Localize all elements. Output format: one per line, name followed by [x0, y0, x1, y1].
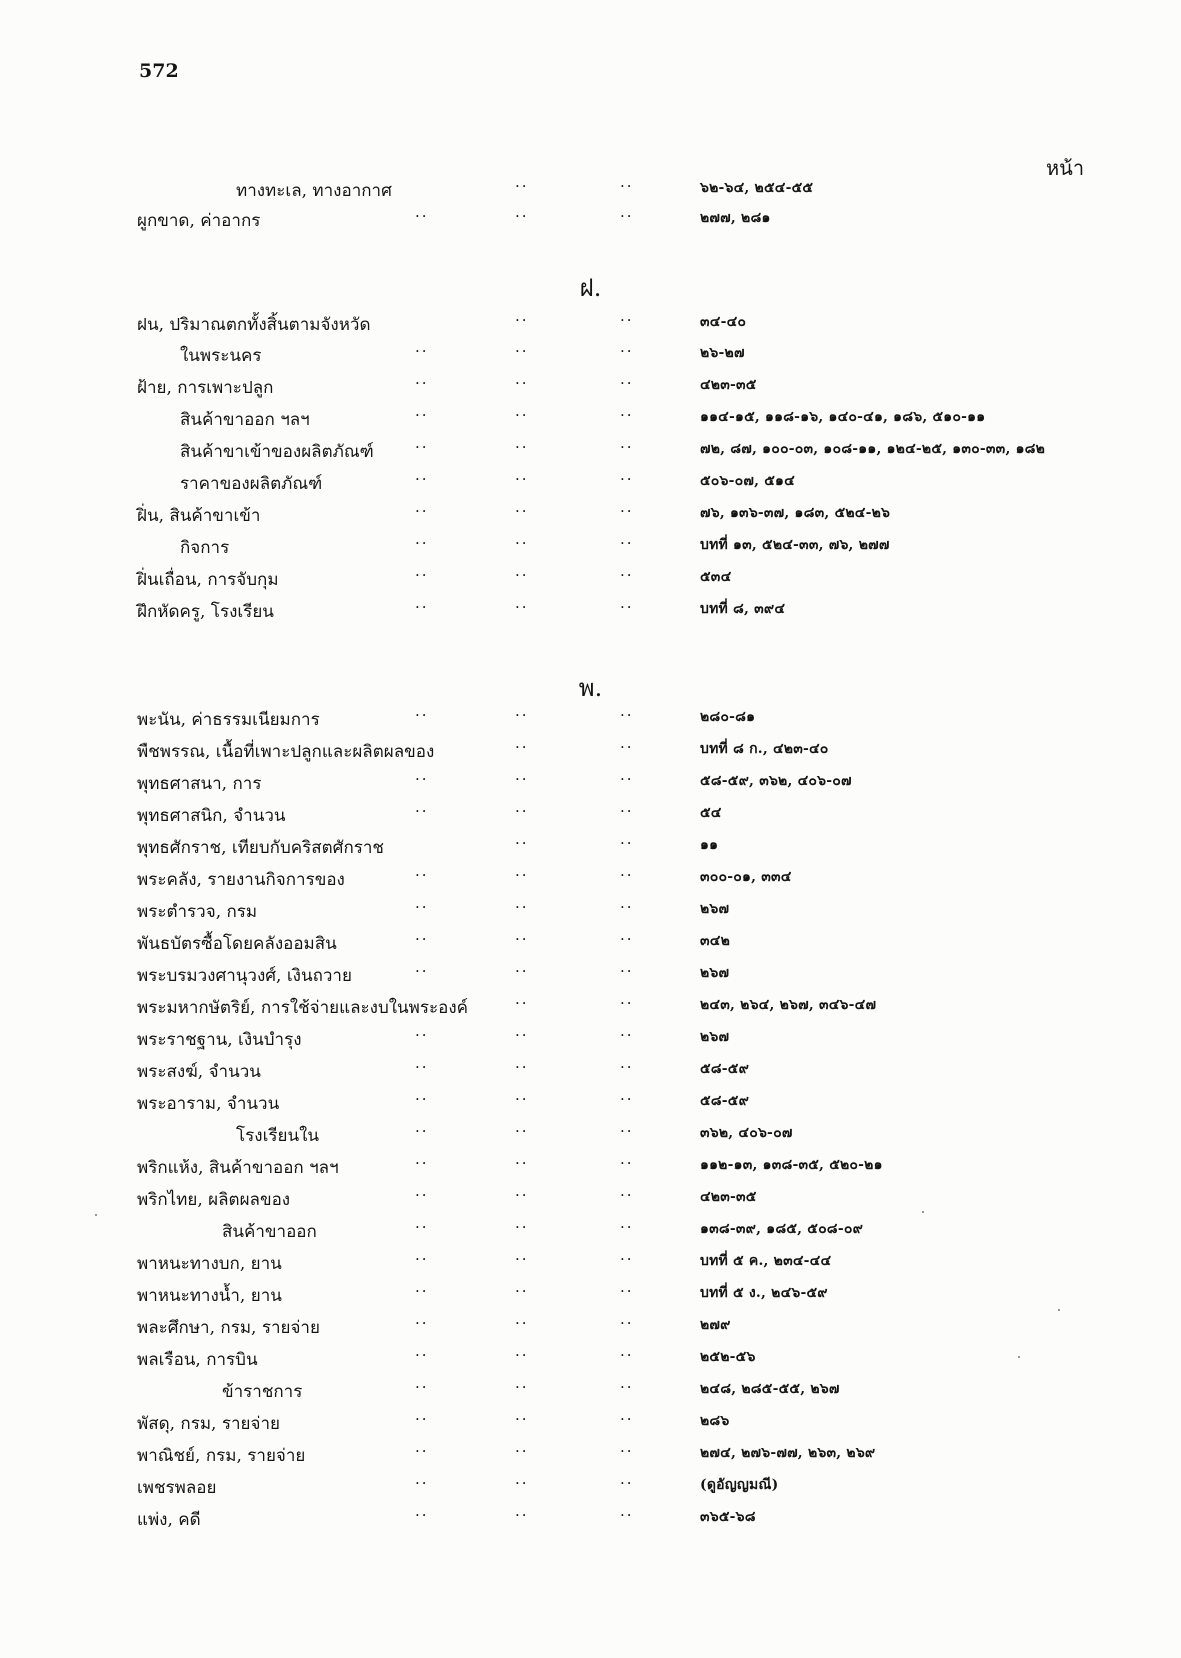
page-reference: ๒๘๖: [700, 1413, 730, 1429]
dot-leader: ..: [620, 1022, 634, 1040]
dot-leader: ..: [415, 702, 429, 720]
dot-leader: ..: [515, 530, 529, 548]
index-term: พันธบัตรซื้อโดยคลังออมสิน: [137, 934, 337, 954]
page-reference: (ดูอัญญมณี): [700, 1477, 779, 1493]
index-term: ข้าราชการ: [222, 1382, 303, 1402]
dot-leader: ..: [620, 1406, 634, 1424]
index-term: พริกไทย, ผลิตผลของ: [137, 1190, 291, 1210]
dot-leader: ..: [415, 1118, 429, 1136]
page-reference: ๓๖๒, ๔๐๖-๐๗: [700, 1125, 793, 1141]
page-reference: ๒๗๗, ๒๘๑: [700, 210, 771, 226]
index-entry: [0, 1438, 1181, 1472]
dot-leader: ..: [620, 894, 634, 912]
index-term: พระอาราม, จำนวน: [137, 1094, 280, 1114]
index-entry: [0, 1502, 1181, 1536]
dot-leader: ..: [620, 1182, 634, 1200]
dot-leader: ..: [515, 338, 529, 356]
dot-leader: ..: [620, 338, 634, 356]
index-entry: [0, 1246, 1181, 1280]
dot-leader: ..: [415, 498, 429, 516]
dot-leader: ..: [415, 1278, 429, 1296]
dot-leader: ..: [515, 958, 529, 976]
dot-leader: ..: [515, 1342, 529, 1360]
dot-leader: ..: [515, 402, 529, 420]
dot-leader: ..: [620, 862, 634, 880]
index-entry: [0, 498, 1181, 532]
page-reference: ๖๒-๖๔, ๒๕๔-๕๕: [700, 180, 814, 196]
index-entry: [0, 370, 1181, 404]
dot-leader: ..: [620, 530, 634, 548]
page-reference: ๕๘-๕๙: [700, 1093, 750, 1109]
dot-leader: ..: [415, 1502, 429, 1520]
index-entry: [0, 434, 1181, 468]
index-term: พระมหากษัตริย์, การใช้จ่ายและงบในพระองค์: [137, 998, 469, 1018]
page-reference: ๒๕๒-๕๖: [700, 1349, 756, 1365]
scan-speck: [95, 1214, 97, 1216]
page-reference: ๒๖๗: [700, 901, 730, 917]
index-term: ผูกขาด, ค่าอากร: [137, 211, 261, 231]
dot-leader: ..: [515, 926, 529, 944]
dot-leader: ..: [620, 1086, 634, 1104]
index-term: ฝิ่นเถื่อน, การจับกุม: [137, 570, 279, 590]
index-entry: [0, 1406, 1181, 1440]
index-entry: [0, 830, 1181, 864]
index-entry: [0, 862, 1181, 896]
dot-leader: ..: [620, 1470, 634, 1488]
page-reference: ๕๘-๕๙: [700, 1061, 750, 1077]
index-entry: [0, 338, 1181, 372]
index-entry: [0, 990, 1181, 1024]
page-reference: ๒๔๓, ๒๖๔, ๒๖๗, ๓๔๖-๔๗: [700, 997, 877, 1013]
index-term: สินค้าขาออก: [222, 1222, 317, 1242]
dot-leader: ..: [620, 1374, 634, 1392]
dot-leader: ..: [515, 1310, 529, 1328]
dot-leader: ..: [415, 402, 429, 420]
dot-leader: ..: [515, 1182, 529, 1200]
index-term: ฝ้าย, การเพาะปลูก: [137, 378, 274, 398]
dot-leader: ..: [515, 1406, 529, 1424]
dot-leader: ..: [415, 530, 429, 548]
index-entry: [0, 203, 1181, 237]
dot-leader: ..: [415, 1214, 429, 1232]
index-term: พุทธศาสนา, การ: [137, 774, 262, 794]
dot-leader: ..: [515, 702, 529, 720]
page-reference: ๑๑: [700, 837, 719, 853]
index-term: พะนัน, ค่าธรรมเนียมการ: [137, 710, 320, 730]
index-entry: [0, 1310, 1181, 1344]
page-reference: ๕๔: [700, 805, 722, 821]
index-entry: [0, 1054, 1181, 1088]
page-reference: ๒๖๗: [700, 1029, 730, 1045]
dot-leader: ..: [515, 498, 529, 516]
index-term: โรงเรียนใน: [236, 1126, 320, 1146]
dot-leader: ..: [515, 434, 529, 452]
page-reference: ๓๐๐-๐๑, ๓๓๔: [700, 869, 792, 885]
index-entry: [0, 594, 1181, 628]
page-reference: ๔๒๓-๓๕: [700, 1189, 757, 1205]
page-reference: บทที่ ๘ ก., ๔๒๓-๔๐: [700, 741, 829, 757]
index-entry: [0, 926, 1181, 960]
page-reference: บทที่ ๕ ง., ๒๔๖-๕๙: [700, 1285, 828, 1301]
dot-leader: ..: [620, 434, 634, 452]
index-entry: [0, 562, 1181, 596]
dot-leader: ..: [415, 1022, 429, 1040]
dot-leader: ..: [620, 1054, 634, 1072]
index-entry: [0, 702, 1181, 736]
dot-leader: ..: [415, 862, 429, 880]
page-reference: ๕๘-๕๙, ๓๖๒, ๔๐๖-๐๗: [700, 773, 852, 789]
index-term: พาหนะทางบก, ยาน: [137, 1254, 282, 1274]
dot-leader: ..: [620, 1438, 634, 1456]
dot-leader: ..: [515, 370, 529, 388]
index-term: พัสดุ, กรม, รายจ่าย: [137, 1414, 280, 1434]
dot-leader: ..: [620, 466, 634, 484]
dot-leader: ..: [620, 1310, 634, 1328]
dot-leader: ..: [620, 1278, 634, 1296]
index-term: สินค้าขาออก ฯลฯ: [180, 410, 310, 430]
index-entry: [0, 1118, 1181, 1152]
dot-leader: ..: [515, 1246, 529, 1264]
dot-leader: ..: [515, 798, 529, 816]
dot-leader: ..: [415, 1086, 429, 1104]
index-entry: [0, 1150, 1181, 1184]
dot-leader: ..: [415, 1438, 429, 1456]
page-reference: ๒๗๙: [700, 1317, 731, 1333]
dot-leader: ..: [515, 734, 529, 752]
index-term: ในพระนคร: [180, 346, 262, 366]
page-reference: ๕๓๔: [700, 569, 732, 585]
index-term: พระคลัง, รายงานกิจการของ: [137, 870, 345, 890]
index-term: พละศึกษา, กรม, รายจ่าย: [137, 1318, 320, 1338]
index-entry: [0, 894, 1181, 928]
index-entry: [0, 734, 1181, 768]
dot-leader: ..: [415, 1182, 429, 1200]
section-letter-heading: พ.: [578, 674, 603, 702]
page-reference: ๑๑๒-๑๓, ๑๓๘-๓๕, ๕๒๐-๒๑: [700, 1157, 883, 1173]
dot-leader: ..: [620, 498, 634, 516]
dot-leader: ..: [415, 1310, 429, 1328]
dot-leader: ..: [515, 1118, 529, 1136]
dot-leader: ..: [620, 203, 634, 221]
dot-leader: ..: [415, 562, 429, 580]
index-entry: [0, 307, 1181, 341]
page-reference: ๒๔๘, ๒๘๕-๕๕, ๒๖๗: [700, 1381, 840, 1397]
dot-leader: ..: [620, 307, 634, 325]
scan-speck: [922, 1211, 924, 1213]
dot-leader: ..: [415, 370, 429, 388]
page-reference: ๑๓๘-๓๙, ๑๘๕, ๕๐๘-๐๙: [700, 1221, 864, 1237]
index-entry: [0, 766, 1181, 800]
dot-leader: ..: [415, 338, 429, 356]
dot-leader: ..: [515, 307, 529, 325]
dot-leader: ..: [620, 562, 634, 580]
dot-leader: ..: [515, 203, 529, 221]
index-entry: [0, 402, 1181, 436]
index-term: พระบรมวงศานุวงศ์, เงินถวาย: [137, 966, 352, 986]
page-column-header: หน้า: [1046, 156, 1085, 180]
index-term: ฝน, ปริมาณตกทั้งสิ้นตามจังหวัด: [137, 315, 371, 335]
dot-leader: ..: [515, 862, 529, 880]
dot-leader: ..: [620, 594, 634, 612]
page-reference: ๓๖๕-๖๘: [700, 1509, 756, 1525]
page-reference: ๓๔-๔๐: [700, 314, 747, 330]
page-number: 572: [139, 60, 179, 82]
dot-leader: ..: [515, 990, 529, 1008]
index-entry: [0, 466, 1181, 500]
index-entry: [0, 1278, 1181, 1312]
dot-leader: ..: [515, 1150, 529, 1168]
dot-leader: ..: [415, 1374, 429, 1392]
dot-leader: ..: [620, 1118, 634, 1136]
dot-leader: ..: [515, 894, 529, 912]
index-term: พืชพรรณ, เนื้อที่เพาะปลูกและผลิตผลของ: [137, 742, 435, 762]
index-entry: [0, 798, 1181, 832]
index-term: พลเรือน, การบิน: [137, 1350, 258, 1370]
index-entry: [0, 1022, 1181, 1056]
dot-leader: ..: [515, 1086, 529, 1104]
page-reference: ๗๖, ๑๓๖-๓๗, ๑๘๓, ๕๒๔-๒๖: [700, 505, 891, 521]
dot-leader: ..: [515, 1054, 529, 1072]
index-term: กิจการ: [180, 538, 230, 558]
dot-leader: ..: [620, 173, 634, 191]
dot-leader: ..: [415, 894, 429, 912]
index-entry: [0, 958, 1181, 992]
index-term: พระราชฐาน, เงินบำรุง: [137, 1030, 302, 1050]
dot-leader: ..: [620, 798, 634, 816]
dot-leader: ..: [620, 734, 634, 752]
dot-leader: ..: [415, 958, 429, 976]
dot-leader: ..: [415, 1054, 429, 1072]
page-reference: บทที่ ๑๓, ๕๒๔-๓๓, ๗๖, ๒๗๗: [700, 537, 890, 553]
page-reference: ๔๒๓-๓๕: [700, 377, 757, 393]
index-entry: [0, 1086, 1181, 1120]
dot-leader: ..: [620, 370, 634, 388]
page-reference: ๗๒, ๘๗, ๑๐๐-๐๓, ๑๐๘-๑๑, ๑๒๔-๒๕, ๑๓๐-๓๓, ๑๘๒: [700, 441, 1046, 457]
dot-leader: ..: [515, 1438, 529, 1456]
dot-leader: ..: [620, 1342, 634, 1360]
index-entry: [0, 1214, 1181, 1248]
dot-leader: ..: [415, 1342, 429, 1360]
dot-leader: ..: [620, 1502, 634, 1520]
dot-leader: ..: [515, 1374, 529, 1392]
index-entry: [0, 1182, 1181, 1216]
dot-leader: ..: [515, 1278, 529, 1296]
index-term: สินค้าขาเข้าของผลิตภัณฑ์: [180, 442, 374, 462]
dot-leader: ..: [415, 1406, 429, 1424]
dot-leader: ..: [515, 830, 529, 848]
index-term: ฝิ่น, สินค้าขาเข้า: [137, 506, 261, 526]
page-reference: ๓๔๒: [700, 933, 730, 949]
index-entry: [0, 530, 1181, 564]
dot-leader: ..: [515, 1022, 529, 1040]
index-entry: [0, 173, 1181, 207]
page-reference: ๒๘๐-๘๑: [700, 709, 756, 725]
dot-leader: ..: [620, 1150, 634, 1168]
page-reference: ๑๑๔-๑๕, ๑๑๘-๑๖, ๑๔๐-๔๑, ๑๘๖, ๕๑๐-๑๑: [700, 409, 986, 425]
dot-leader: ..: [620, 402, 634, 420]
index-term: พาณิชย์, กรม, รายจ่าย: [137, 1446, 306, 1466]
index-term: พริกแห้ง, สินค้าขาออก ฯลฯ: [137, 1158, 339, 1178]
dot-leader: ..: [620, 830, 634, 848]
dot-leader: ..: [515, 766, 529, 784]
page-reference: ๒๖-๒๗: [700, 345, 745, 361]
index-term: พาหนะทางน้ำ, ยาน: [137, 1286, 282, 1306]
page-reference: ๒๗๔, ๒๗๖-๗๗, ๒๖๓, ๒๖๙: [700, 1445, 876, 1461]
index-term: พุทธศักราช, เทียบกับคริสตศักราช: [137, 838, 384, 858]
dot-leader: ..: [415, 798, 429, 816]
scan-speck: [1058, 1309, 1060, 1311]
dot-leader: ..: [620, 1214, 634, 1232]
dot-leader: ..: [515, 173, 529, 191]
dot-leader: ..: [620, 926, 634, 944]
index-term: แพ่ง, คดี: [137, 1510, 201, 1530]
dot-leader: ..: [415, 1150, 429, 1168]
index-term: เพชรพลอย: [137, 1478, 217, 1498]
dot-leader: ..: [620, 990, 634, 1008]
index-term: ราคาของผลิตภัณฑ์: [180, 474, 323, 494]
dot-leader: ..: [620, 958, 634, 976]
index-entry: [0, 1470, 1181, 1504]
dot-leader: ..: [415, 203, 429, 221]
dot-leader: ..: [515, 1470, 529, 1488]
page-reference: ๒๖๗: [700, 965, 730, 981]
dot-leader: ..: [515, 594, 529, 612]
index-term: พระตำรวจ, กรม: [137, 902, 258, 922]
index-term: ฝึกหัดครู, โรงเรียน: [137, 602, 274, 622]
dot-leader: ..: [515, 562, 529, 580]
index-entry: [0, 1374, 1181, 1408]
page-reference: บทที่ ๘, ๓๙๔: [700, 601, 786, 617]
dot-leader: ..: [415, 1470, 429, 1488]
dot-leader: ..: [620, 702, 634, 720]
dot-leader: ..: [415, 926, 429, 944]
section-letter-heading: ฝ.: [579, 274, 602, 302]
dot-leader: ..: [415, 594, 429, 612]
page-reference: บทที่ ๕ ค., ๒๓๔-๔๔: [700, 1253, 832, 1269]
dot-leader: ..: [415, 466, 429, 484]
dot-leader: ..: [515, 1214, 529, 1232]
index-term: ทางทะเล, ทางอากาศ: [236, 181, 392, 201]
dot-leader: ..: [415, 1246, 429, 1264]
dot-leader: ..: [620, 766, 634, 784]
dot-leader: ..: [620, 1246, 634, 1264]
index-term: พุทธศาสนิก, จำนวน: [137, 806, 286, 826]
index-term: พระสงฆ์, จำนวน: [137, 1062, 261, 1082]
dot-leader: ..: [515, 466, 529, 484]
dot-leader: ..: [515, 1502, 529, 1520]
dot-leader: ..: [415, 434, 429, 452]
page-reference: ๕๐๖-๐๗, ๕๑๔: [700, 473, 795, 489]
index-entry: [0, 1342, 1181, 1376]
scan-speck: [1018, 1356, 1020, 1358]
dot-leader: ..: [415, 766, 429, 784]
